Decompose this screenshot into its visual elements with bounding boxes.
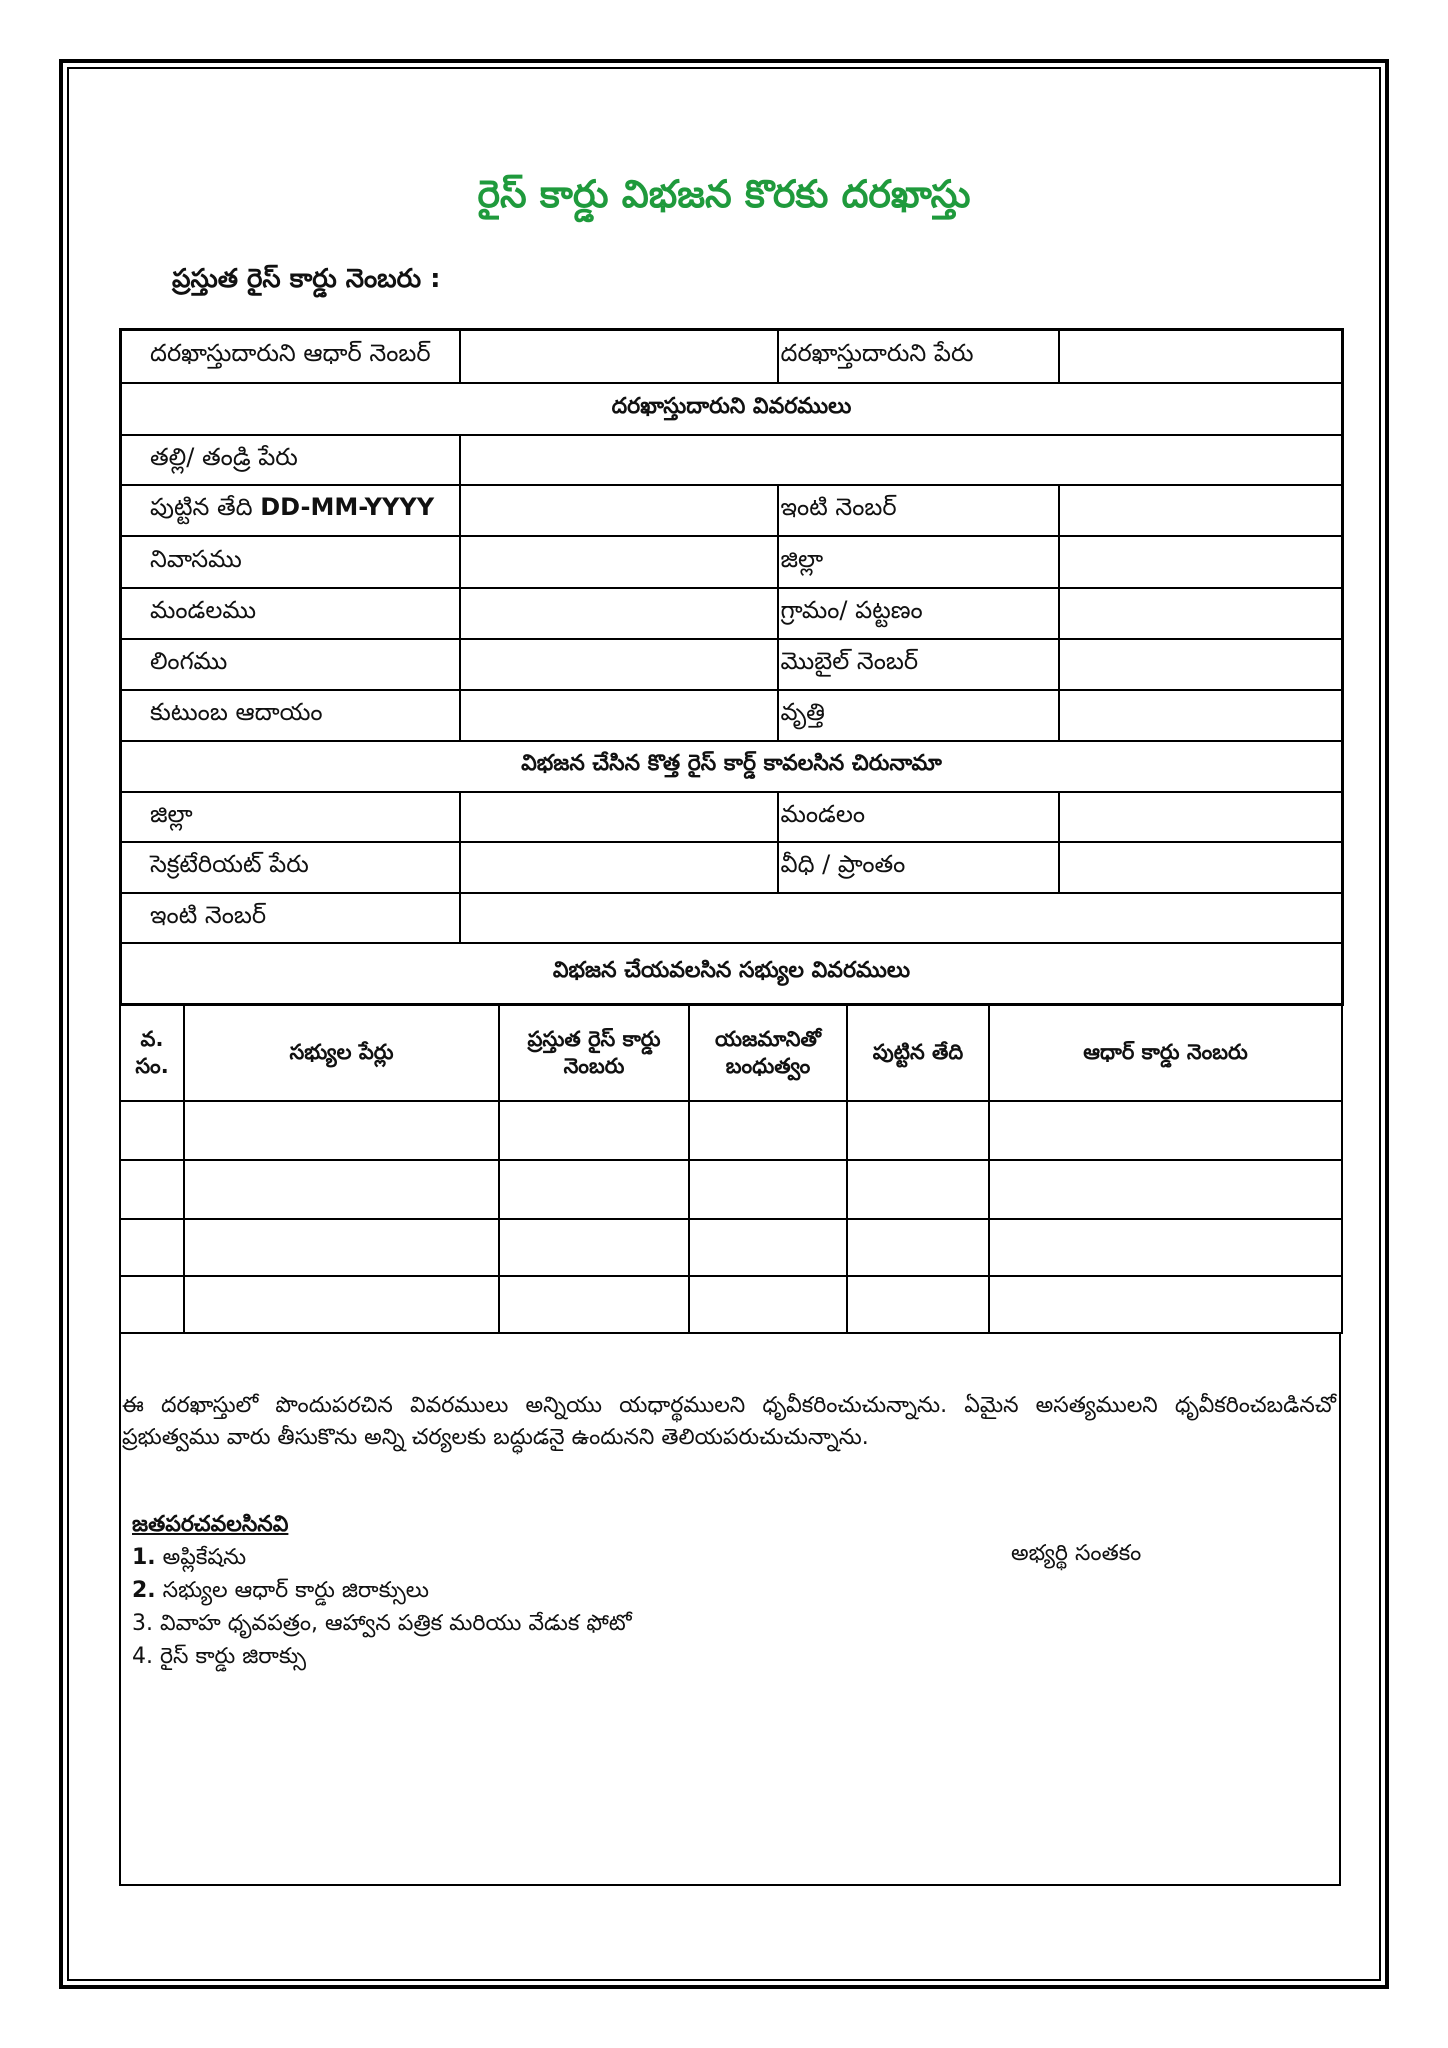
occupation-field[interactable] bbox=[1059, 690, 1343, 741]
applicant-table bbox=[119, 328, 1344, 1006]
village-field[interactable] bbox=[1059, 588, 1343, 639]
new-mandal-field[interactable] bbox=[1059, 792, 1343, 842]
cell[interactable] bbox=[689, 1160, 847, 1219]
mandal-label: మండలము bbox=[121, 588, 460, 639]
cell[interactable] bbox=[989, 1276, 1342, 1333]
col-dob: పుట్టిన తేది bbox=[847, 1005, 989, 1101]
new-house-no-label: ఇంటి నెంబర్ bbox=[121, 893, 460, 943]
cell[interactable] bbox=[689, 1101, 847, 1160]
mobile-field[interactable] bbox=[1059, 639, 1343, 690]
cell[interactable] bbox=[184, 1276, 499, 1333]
table-row bbox=[120, 1101, 1342, 1160]
list-item: 1. అప్లికేషను bbox=[132, 1545, 247, 1570]
applicant-details-heading: దరఖాస్తుదారుని వివరములు bbox=[121, 383, 1343, 435]
cell[interactable] bbox=[120, 1101, 184, 1160]
cell[interactable] bbox=[847, 1219, 989, 1276]
gender-field[interactable] bbox=[460, 639, 778, 690]
applicant-name-label: దరఖాస్తుదారుని పేరు bbox=[778, 330, 1059, 383]
new-mandal-label: మండలం bbox=[778, 792, 1059, 842]
cell[interactable] bbox=[120, 1276, 184, 1333]
new-house-no-field[interactable] bbox=[460, 893, 1343, 943]
table-row bbox=[120, 1276, 1342, 1333]
cell[interactable] bbox=[184, 1101, 499, 1160]
residence-field[interactable] bbox=[460, 536, 778, 588]
declaration-text: ఈ దరఖాస్తులో పొందుపరచిన వివరములు అన్నియు యధార్థములని ధృవీకరించుచున్నాను. ఏమైన అసత్యములని ధృవీకరించబడినచో ప్రభుత్వము వారు తీసుకొను అన్ని చర్యలకు బద్ధుడనై ఉందునని తెలియపరుచుచున్నాను. bbox=[122, 1393, 1336, 1450]
cell[interactable] bbox=[120, 1219, 184, 1276]
table-row bbox=[120, 1160, 1342, 1219]
attachments-heading: జతపరచవలసినవి bbox=[132, 1512, 289, 1537]
secretariat-label: సెక్రటేరియట్ పేరు bbox=[121, 842, 460, 893]
gender-label: లింగము bbox=[121, 639, 460, 690]
form-title: రైస్ కార్డు విభజన కొరకు దరఖాస్తు bbox=[477, 172, 971, 216]
cell[interactable] bbox=[499, 1101, 689, 1160]
mobile-label: మొబైల్ నెంబర్ bbox=[778, 639, 1059, 690]
cell[interactable] bbox=[499, 1276, 689, 1333]
col-current-card: ప్రస్తుత రైస్ కార్డు నెంబరు bbox=[499, 1005, 689, 1101]
cell[interactable] bbox=[184, 1219, 499, 1276]
aadhaar-label: దరఖాస్తుదారుని ఆధార్ నెంబర్ bbox=[121, 330, 460, 383]
cell[interactable] bbox=[120, 1160, 184, 1219]
district-field[interactable] bbox=[1059, 536, 1343, 588]
village-label: గ్రామం/ పట్టణం bbox=[778, 588, 1059, 639]
list-item: 4. రైస్ కార్డు జిరాక్సు bbox=[132, 1644, 307, 1669]
income-label: కుటుంబ ఆదాయం bbox=[121, 690, 460, 741]
cell[interactable] bbox=[847, 1276, 989, 1333]
cell[interactable] bbox=[847, 1160, 989, 1219]
mandal-field[interactable] bbox=[460, 588, 778, 639]
col-relation: యజమానితో బంధుత్వం bbox=[689, 1005, 847, 1101]
cell[interactable] bbox=[184, 1160, 499, 1219]
table-row bbox=[120, 1219, 1342, 1276]
cell[interactable] bbox=[499, 1219, 689, 1276]
current-card-number-label: ప్రస్తుత రైస్ కార్డు నెంబరు : bbox=[172, 264, 441, 294]
attachments-list bbox=[132, 1508, 632, 1673]
cell[interactable] bbox=[989, 1160, 1342, 1219]
occupation-label: వృత్తి bbox=[778, 690, 1059, 741]
members-table bbox=[119, 1004, 1343, 1334]
list-item: 2. సభ్యుల ఆధార్ కార్డు జిరాక్సులు bbox=[132, 1578, 429, 1603]
cell[interactable] bbox=[499, 1160, 689, 1219]
residence-label: నివాసము bbox=[121, 536, 460, 588]
signature-label: అభ్యర్థి సంతకం bbox=[1011, 1541, 1142, 1566]
income-field[interactable] bbox=[460, 690, 778, 741]
dob-label: పుట్టిన తేది DD-MM-YYYY bbox=[121, 485, 460, 536]
dob-field[interactable] bbox=[460, 485, 778, 536]
cell[interactable] bbox=[989, 1101, 1342, 1160]
col-member-name: సభ్యుల పేర్లు bbox=[184, 1005, 499, 1101]
new-district-label: జిల్లా bbox=[121, 792, 460, 842]
new-address-heading: విభజన చేసిన కొత్త రైస్ కార్డ్ కావలసిన చిరునామా bbox=[121, 741, 1343, 792]
secretariat-field[interactable] bbox=[460, 842, 778, 893]
street-field[interactable] bbox=[1059, 842, 1343, 893]
col-aadhaar: ఆధార్ కార్డు నెంబరు bbox=[989, 1005, 1342, 1101]
street-label: వీధి / ప్రాంతం bbox=[778, 842, 1059, 893]
new-district-field[interactable] bbox=[460, 792, 778, 842]
members-heading: విభజన చేయవలసిన సభ్యుల వివరములు bbox=[121, 943, 1343, 1005]
house-no-field[interactable] bbox=[1059, 485, 1343, 536]
cell[interactable] bbox=[689, 1219, 847, 1276]
parent-name-label: తల్లి/ తండ్రి పేరు bbox=[121, 435, 460, 485]
list-item: 3. వివాహ ధృవపత్రం, ఆహ్వాన పత్రిక మరియు వేడుక ఫోటో bbox=[132, 1611, 632, 1636]
cell[interactable] bbox=[689, 1276, 847, 1333]
applicant-name-field[interactable] bbox=[1059, 330, 1343, 383]
house-no-label: ఇంటి నెంబర్ bbox=[778, 485, 1059, 536]
cell[interactable] bbox=[989, 1219, 1342, 1276]
aadhaar-field[interactable] bbox=[460, 330, 778, 383]
parent-name-field[interactable] bbox=[460, 435, 1343, 485]
cell[interactable] bbox=[847, 1101, 989, 1160]
district-label: జిల్లా bbox=[778, 536, 1059, 588]
col-serial: వ. సం. bbox=[120, 1005, 184, 1101]
